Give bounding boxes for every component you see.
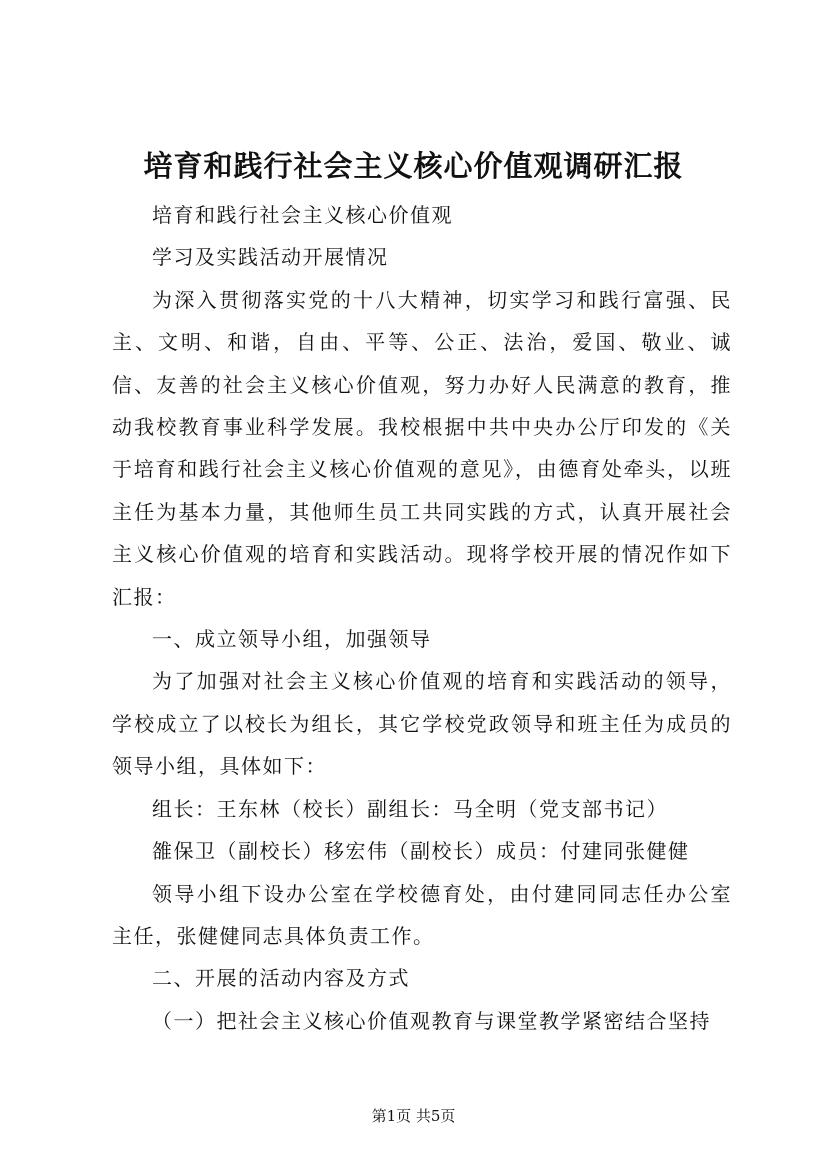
document-title: 培育和践行社会主义核心价值观调研汇报	[143, 149, 684, 183]
document-body	[112, 194, 732, 1042]
section-1-paragraph: 为了加强对社会主义核心价值观的培育和实践活动的领导，学校成立了以校长为组长，其它学校党政领导和班主任为成员的领导小组，具体如下：	[112, 669, 732, 779]
section-heading-2: 二、开展的活动内容及方式	[152, 966, 410, 991]
subsection-1-paragraph: （一）把社会主义核心价值观教育与课堂教学紧密结合坚持	[152, 1008, 711, 1033]
section-heading-1: 一、成立领导小组，加强领导	[152, 627, 432, 652]
leader-list-line-2: 雒保卫（副校长）移宏伟（副校长）成员：付建同张健健	[152, 839, 690, 864]
subtitle-line-1: 培育和践行社会主义核心价值观	[152, 203, 453, 227]
office-paragraph: 领导小组下设办公室在学校德育处，由付建同同志任办公室主任，张健健同志具体负责工作。	[112, 881, 732, 948]
subtitle-line-2: 学习及实践活动开展情况	[152, 245, 389, 270]
leader-list-line-1: 组长：王东林（校长）副组长：马全明（党支部书记）	[152, 796, 668, 821]
intro-paragraph: 为深入贯彻落实党的十八大精神，切实学习和践行富强、民主、文明、和谐，自由、平等、公正、法治，爱国、敬业、诚信、友善的社会主义核心价值观，努力办好人民满意的教育，推动我校教育事业科学发展。我校根据中共中央办公厅印发的《关于培育和践行社会主义核心价值观的意见》，由德育处牵头，以班主任为基本力量，其他师生员工共同实践的方式，认真开展社会主义核心价值观的培育和实践活动。现将学校开展的情况作如下汇报：	[112, 287, 732, 609]
page-footer: 第1页 共5页	[371, 1107, 456, 1125]
